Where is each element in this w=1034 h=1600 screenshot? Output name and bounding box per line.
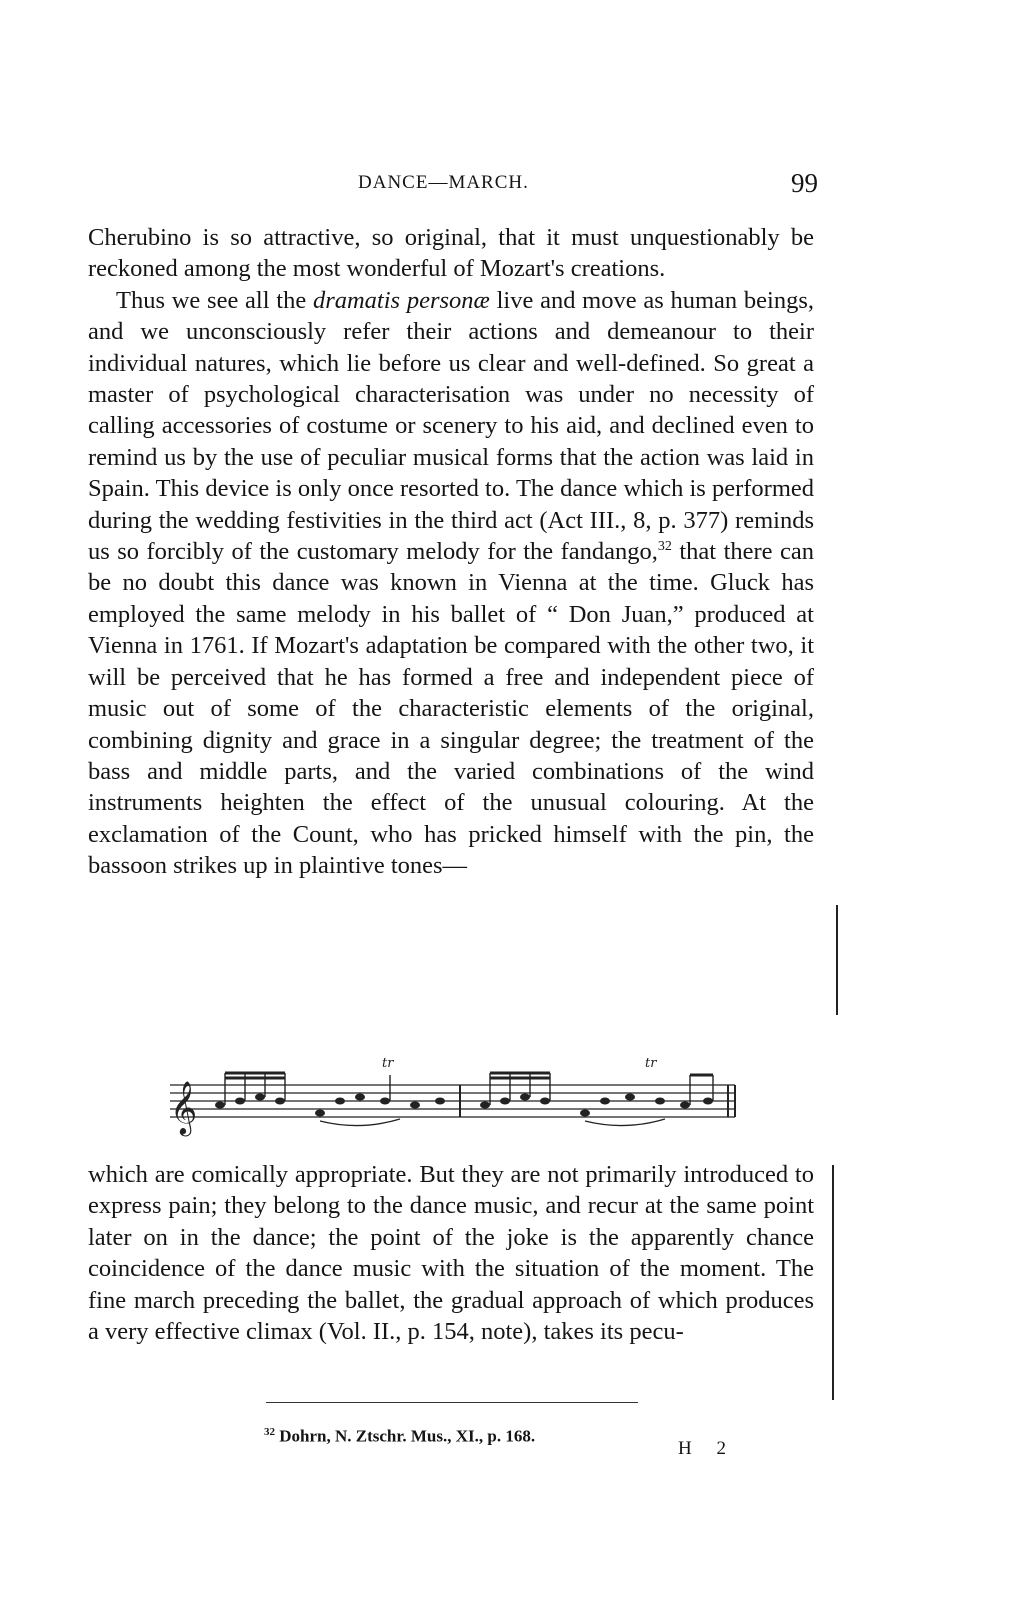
slur: [585, 1119, 665, 1126]
paragraph-3: which are comically appropriate. But they are not primarily introduced to express pain; they belong to the dance music, and recur at the same point later on in the dance; the point of the joke is the apparently chance coincidence of the dance music with the situation of the moment. The fine march preceding the ballet, the gradual approach of which produces a very effective climax (Vol. II., p. 154, note), takes its pecu-: [88, 1161, 814, 1346]
paragraph-1: Cherubino is so attractive, so original, that it must unquestionably be reckoned among the most wonderful of Mozart's creations.: [88, 224, 814, 283]
beams: [225, 1073, 713, 1078]
running-head: DANCE—MARCH.: [358, 172, 529, 193]
signature-mark: H 2: [678, 1438, 736, 1459]
footnote: [264, 1426, 535, 1447]
page-header: [88, 168, 818, 204]
slur: [320, 1119, 400, 1126]
trill-mark: tr: [645, 1056, 657, 1071]
footnote-ref[interactable]: 32: [657, 538, 672, 554]
paragraph-2: Thus we see all the dramatis personæ live and move as human beings, and we unconsciously refer their actions and demeanour to their individual natures, which lie before us clear and well-defined. So great a master of psychological characterisation was under no necessity of calling accessories of costume or scenery to his aid, and declined even to remind us by the use of peculiar musical forms that the action was laid in Spain. This device is only once resorted to. The dance which is performed during the wedding festivities in the third act (Act III., 8, p. 377) reminds us so forcibly of the customary melody for the fandango,$^{32}$ that there can be no doubt this dance was known in Vienna at the time. Gluck has employed the same melody in his ballet of “ Don Juan,” produced at Vienna in 1761. If Mozart's adaptation be compared with the other two, it will be perceived that he has formed a free and independent piece of music out of some of the characteristic elements of the original, combining dignity and grace in a singular degree; the treatment of the bass and middle parts, and the varied combinations of the wind instruments heighten the effect of the unusual colouring. At the exclamation of the Count, who has pricked himself with the pin, the bassoon strikes up in plaintive tones—: [88, 286, 814, 880]
italic-phrase: dramatis personæ: [312, 286, 490, 314]
body-text-top: [88, 222, 814, 882]
trill-mark: tr: [382, 1056, 394, 1071]
footnote-rule: [266, 1402, 638, 1403]
music-example: [160, 1055, 745, 1145]
margin-line: [836, 905, 838, 1015]
footnote-text: Dohrn, N. Ztschr. Mus., XI., p. 168.: [275, 1426, 536, 1446]
note-stems: [225, 1073, 713, 1105]
margin-line: [832, 1165, 834, 1400]
staff-lines: [170, 1085, 735, 1117]
page-number: 99: [791, 168, 818, 198]
note-heads: [215, 1094, 713, 1117]
treble-clef-icon: 𝄞: [170, 1080, 198, 1134]
footnote-number: 32: [264, 1426, 275, 1438]
body-text-bottom: [88, 1159, 814, 1347]
